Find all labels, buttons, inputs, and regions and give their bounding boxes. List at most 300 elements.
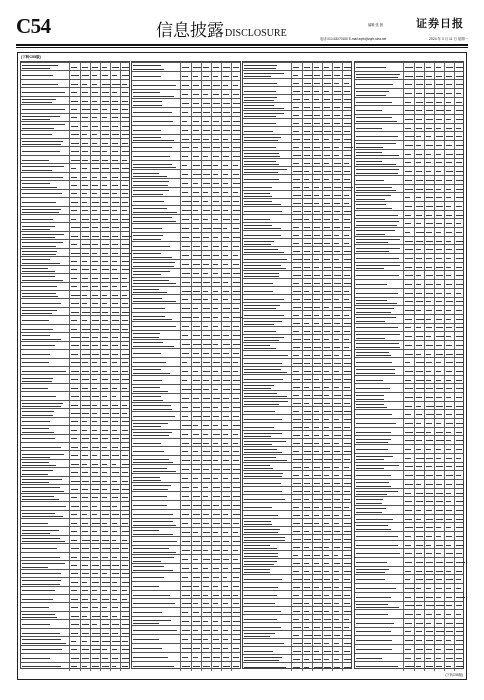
cell-text-mark: [82, 236, 89, 237]
cell-text-mark: [324, 339, 329, 340]
cell-text-mark: [122, 497, 128, 498]
cell-text-mark: [233, 514, 240, 515]
cell-text-mark: [102, 236, 109, 237]
cell-text-mark: [405, 93, 411, 94]
cell-text-mark: [71, 244, 76, 245]
cell-text-mark: [244, 340, 279, 341]
cell-text-mark: [426, 67, 431, 68]
cell-text-mark: [446, 432, 451, 433]
cell-text-mark: [446, 493, 451, 494]
cell-text-mark: [436, 275, 443, 276]
cell-text-mark: [356, 334, 400, 335]
cell-text-mark: [293, 459, 301, 460]
cell-text-mark: [213, 326, 217, 327]
cell-text-mark: [436, 223, 442, 224]
cell-text-mark: [182, 451, 187, 452]
cell-text-mark: [446, 197, 451, 198]
cell-text-mark: [416, 414, 421, 415]
cell-text-mark: [223, 550, 228, 551]
cell-text-mark: [71, 666, 77, 667]
cell-text-mark: [213, 568, 219, 569]
cell-text-mark: [416, 145, 421, 146]
cell-text-mark: [102, 624, 109, 625]
cell-text-mark: [82, 109, 89, 110]
cell-text-mark: [456, 275, 464, 276]
cell-text-mark: [356, 199, 385, 200]
cell-text-mark: [22, 276, 55, 277]
cell-text-mark: [344, 243, 349, 244]
cell-text-mark: [92, 337, 97, 338]
cell-text-mark: [244, 249, 278, 250]
cell-text-mark: [82, 312, 89, 313]
cell-text-mark: [193, 434, 198, 435]
cell-text-mark: [356, 597, 391, 598]
cell-text-mark: [334, 83, 339, 84]
cell-text-mark: [71, 371, 79, 372]
cell-text-mark: [203, 425, 209, 426]
cell-text-mark: [416, 119, 422, 120]
cell-text-mark: [22, 406, 61, 407]
cell-text-mark: [344, 475, 351, 476]
table-cell-name: [132, 662, 180, 671]
cell-text-mark: [304, 587, 310, 588]
cell-text-mark: [223, 174, 228, 175]
cell-text-mark: [133, 603, 175, 604]
cell-text-mark: [446, 162, 452, 163]
cell-text-mark: [112, 455, 119, 456]
cell-text-mark: [416, 371, 423, 372]
cell-text-mark: [223, 112, 229, 113]
cell-text-mark: [244, 252, 284, 253]
cell-text-mark: [426, 605, 433, 606]
cell-text-mark: [193, 523, 200, 524]
table-cell-value: [332, 663, 342, 671]
cell-text-mark: [133, 362, 166, 363]
cell-text-mark: [314, 635, 321, 636]
cell-text-mark: [456, 197, 464, 198]
cell-text-mark: [102, 599, 109, 600]
cell-text-mark: [436, 206, 443, 207]
cell-text-mark: [182, 478, 188, 479]
cell-text-mark: [293, 435, 300, 436]
cell-text-mark: [324, 171, 331, 172]
cell-text-mark: [293, 163, 299, 164]
cell-text-mark: [244, 116, 276, 117]
cell-text-mark: [133, 552, 176, 553]
cell-text-mark: [324, 419, 328, 420]
cell-text-mark: [133, 485, 171, 486]
cell-text-mark: [82, 472, 88, 473]
cell-text-mark: [334, 355, 338, 356]
table-cell-value: [414, 662, 424, 671]
cell-text-mark: [324, 251, 331, 252]
cell-text-mark: [22, 75, 53, 76]
cell-text-mark: [182, 460, 189, 461]
cell-text-mark: [182, 541, 189, 542]
cell-text-mark: [233, 496, 240, 497]
cell-text-mark: [426, 562, 433, 563]
cell-text-mark: [324, 219, 330, 220]
cell-text-mark: [314, 315, 318, 316]
cell-text-mark: [304, 355, 310, 356]
cell-text-mark: [182, 550, 190, 551]
cell-text-mark: [416, 354, 420, 355]
cell-text-mark: [82, 455, 88, 456]
cell-text-mark: [244, 404, 279, 405]
cell-text-mark: [102, 117, 106, 118]
cell-text-mark: [82, 481, 89, 482]
cell-text-mark: [356, 242, 388, 243]
cell-text-mark: [416, 327, 421, 328]
cell-text-mark: [92, 464, 98, 465]
cell-text-mark: [223, 326, 230, 327]
cell-text-mark: [102, 447, 107, 448]
cell-text-mark: [112, 269, 117, 270]
cell-text-mark: [223, 282, 228, 283]
cell-text-mark: [112, 531, 116, 532]
cell-text-mark: [344, 195, 349, 196]
cell-text-mark: [71, 438, 77, 439]
cell-text-mark: [223, 165, 228, 166]
cell-text-mark: [71, 447, 78, 448]
cell-text-mark: [193, 443, 200, 444]
cell-text-mark: [223, 389, 230, 390]
cell-text-mark: [405, 154, 411, 155]
cell-text-mark: [304, 451, 310, 452]
cell-text-mark: [244, 291, 273, 292]
cell-text-mark: [334, 195, 341, 196]
cell-text-mark: [334, 363, 341, 364]
cell-text-mark: [82, 624, 88, 625]
cell-text-mark: [324, 395, 328, 396]
cell-text-mark: [244, 204, 281, 205]
cell-text-mark: [244, 156, 280, 157]
cell-text-mark: [133, 112, 172, 113]
cell-text-mark: [344, 203, 349, 204]
cell-text-mark: [324, 651, 331, 652]
cell-text-mark: [223, 612, 230, 613]
cell-text-mark: [334, 307, 341, 308]
cell-text-mark: [102, 514, 109, 515]
cell-text-mark: [324, 227, 329, 228]
cell-text-mark: [456, 223, 461, 224]
cell-text-mark: [102, 151, 106, 152]
cell-text-mark: [92, 599, 97, 600]
cell-text-mark: [223, 630, 228, 631]
cell-text-mark: [133, 280, 169, 281]
cell-text-mark: [203, 255, 210, 256]
cell-text-mark: [112, 565, 119, 566]
cell-text-mark: [22, 183, 50, 184]
cell-text-mark: [344, 283, 352, 284]
cell-text-mark: [213, 487, 220, 488]
cell-text-mark: [293, 595, 298, 596]
cell-text-mark: [182, 514, 188, 515]
cell-text-mark: [182, 344, 190, 345]
cell-text-mark: [193, 237, 199, 238]
cell-text-mark: [22, 454, 64, 455]
cell-text-mark: [436, 380, 441, 381]
cell-text-mark: [22, 219, 53, 220]
cell-text-mark: [193, 228, 199, 229]
cell-text-mark: [405, 527, 412, 528]
cell-text-mark: [293, 635, 299, 636]
cell-text-mark: [82, 193, 87, 194]
cell-text-mark: [416, 605, 421, 606]
cell-text-mark: [416, 301, 423, 302]
cell-text-mark: [334, 651, 339, 652]
cell-text-mark: [456, 128, 461, 129]
cell-text-mark: [446, 310, 451, 311]
cell-text-mark: [233, 139, 241, 140]
cell-text-mark: [356, 508, 386, 509]
cell-text-mark: [182, 291, 190, 292]
cell-text-mark: [304, 283, 311, 284]
cell-text-mark: [82, 84, 87, 85]
cell-text-mark: [446, 380, 451, 381]
cell-text-mark: [356, 343, 399, 344]
cell-text-mark: [223, 478, 228, 479]
cell-text-mark: [223, 353, 229, 354]
cell-text-mark: [456, 284, 463, 285]
cell-text-mark: [133, 443, 161, 444]
cell-text-mark: [22, 590, 55, 591]
cell-text-mark: [426, 640, 433, 641]
cell-text-mark: [293, 75, 298, 76]
cell-text-mark: [446, 501, 451, 502]
cell-text-mark: [193, 425, 198, 426]
cell-text-mark: [133, 391, 168, 392]
cell-text-mark: [203, 317, 210, 318]
cell-text-mark: [324, 459, 331, 460]
cell-text-mark: [334, 235, 339, 236]
cell-text-mark: [102, 177, 106, 178]
cell-text-mark: [193, 407, 200, 408]
cell-text-mark: [22, 99, 56, 100]
cell-text-mark: [133, 105, 162, 106]
cell-text-mark: [436, 371, 441, 372]
cell-text-mark: [314, 387, 320, 388]
cell-text-mark: [244, 657, 282, 658]
cell-text-mark: [456, 553, 462, 554]
cell-text-mark: [344, 115, 351, 116]
cell-text-mark: [314, 595, 320, 596]
cell-text-mark: [356, 128, 382, 129]
cell-text-mark: [293, 467, 301, 468]
cell-text-mark: [456, 102, 462, 103]
cell-text-mark: [426, 180, 433, 181]
cell-text-mark: [122, 253, 131, 254]
section-title-en: DISCLOSURE: [225, 28, 287, 39]
cell-text-mark: [244, 315, 284, 316]
cell-text-mark: [293, 123, 299, 124]
cell-text-mark: [356, 161, 382, 162]
cell-text-mark: [244, 388, 271, 389]
cell-text-mark: [82, 269, 88, 270]
cell-text-mark: [324, 379, 331, 380]
cell-text-mark: [334, 347, 340, 348]
cell-text-mark: [314, 179, 320, 180]
cell-text-mark: [304, 339, 310, 340]
cell-text-mark: [244, 561, 277, 562]
cell-text-mark: [244, 548, 277, 549]
cell-text-mark: [213, 648, 220, 649]
cell-text-mark: [233, 586, 239, 587]
cell-text-mark: [22, 614, 55, 615]
cell-text-mark: [456, 658, 462, 659]
cell-text-mark: [456, 267, 462, 268]
cell-text-mark: [22, 633, 60, 634]
cell-text-mark: [244, 68, 276, 69]
cell-text-mark: [344, 299, 349, 300]
table-cell-value: [110, 663, 120, 671]
cell-text-mark: [293, 291, 301, 292]
table-column-2: [131, 61, 241, 669]
cell-text-mark: [112, 607, 118, 608]
cell-text-mark: [102, 253, 108, 254]
editor-line: 编辑 张 晨: [368, 23, 384, 27]
cell-text-mark: [22, 65, 58, 66]
cell-text-mark: [314, 603, 321, 604]
cell-text-mark: [324, 523, 329, 524]
cell-text-mark: [356, 423, 396, 424]
cell-text-mark: [71, 345, 79, 346]
cell-text-mark: [122, 573, 130, 574]
cell-text-mark: [22, 119, 50, 120]
cell-text-mark: [223, 559, 229, 560]
cell-text-mark: [244, 345, 270, 346]
cell-text-mark: [334, 219, 339, 220]
cell-text-mark: [405, 310, 413, 311]
cell-text-mark: [436, 553, 441, 554]
cell-text-mark: [82, 464, 87, 465]
cell-text-mark: [102, 219, 108, 220]
cell-text-mark: [82, 75, 88, 76]
cell-text-mark: [203, 130, 209, 131]
cell-text-mark: [182, 264, 188, 265]
cell-text-mark: [456, 623, 464, 624]
cell-text-mark: [133, 623, 159, 624]
cell-text-mark: [71, 658, 79, 659]
cell-text-mark: [293, 235, 299, 236]
cell-text-mark: [133, 521, 173, 522]
cell-text-mark: [324, 91, 329, 92]
cell-text-mark: [356, 180, 384, 181]
cell-text-mark: [456, 76, 464, 77]
cell-text-mark: [344, 259, 351, 260]
cell-text-mark: [344, 347, 349, 348]
cell-text-mark: [436, 93, 443, 94]
cell-text-mark: [314, 587, 319, 588]
cell-text-mark: [314, 651, 319, 652]
cell-text-mark: [436, 510, 443, 511]
cell-text-mark: [334, 203, 340, 204]
cell-text-mark: [356, 173, 398, 174]
cell-text-mark: [304, 491, 309, 492]
cell-text-mark: [71, 506, 78, 507]
cell-text-mark: [456, 588, 461, 589]
cell-text-mark: [426, 597, 432, 598]
cell-text-mark: [426, 345, 433, 346]
cell-text-mark: [334, 251, 340, 252]
cell-text-mark: [334, 483, 340, 484]
table-row: [243, 662, 351, 671]
cell-text-mark: [193, 147, 198, 148]
cell-text-mark: [233, 192, 238, 193]
cell-text-mark: [426, 631, 433, 632]
cell-text-mark: [324, 579, 329, 580]
cell-text-mark: [344, 251, 352, 252]
cell-text-mark: [213, 666, 218, 667]
cell-text-mark: [304, 235, 311, 236]
cell-text-mark: [71, 312, 78, 313]
cell-text-mark: [334, 507, 341, 508]
cell-text-mark: [22, 242, 63, 243]
cell-text-mark: [112, 151, 117, 152]
cell-text-mark: [446, 562, 452, 563]
page-number: C54: [16, 14, 51, 38]
cell-text-mark: [92, 455, 97, 456]
cell-text-mark: [293, 299, 299, 300]
cell-text-mark: [426, 493, 433, 494]
cell-text-mark: [92, 117, 97, 118]
cell-text-mark: [82, 354, 89, 355]
cell-text-mark: [344, 499, 350, 500]
cell-text-mark: [22, 381, 52, 382]
cell-text-mark: [356, 407, 387, 408]
cell-text-mark: [416, 336, 423, 337]
cell-text-mark: [436, 128, 441, 129]
cell-text-mark: [122, 143, 128, 144]
cell-text-mark: [213, 264, 218, 265]
cell-text-mark: [102, 388, 108, 389]
cell-text-mark: [22, 421, 50, 422]
cell-text-mark: [304, 291, 308, 292]
cell-text-mark: [223, 577, 227, 578]
cell-text-mark: [436, 423, 441, 424]
cell-text-mark: [102, 109, 107, 110]
cell-text-mark: [203, 228, 210, 229]
cell-text-mark: [223, 299, 228, 300]
cell-text-mark: [356, 459, 384, 460]
cell-text-mark: [133, 480, 161, 481]
cell-text-mark: [102, 126, 109, 127]
cell-text-mark: [112, 624, 119, 625]
cell-text-mark: [293, 387, 299, 388]
cell-text-mark: [22, 607, 49, 608]
cell-text-mark: [182, 434, 187, 435]
cell-text-mark: [314, 355, 320, 356]
cell-text-mark: [446, 605, 452, 606]
cell-text-mark: [356, 268, 384, 269]
cell-text-mark: [356, 614, 388, 615]
cell-text-mark: [82, 134, 87, 135]
cell-text-mark: [356, 553, 400, 554]
cell-text-mark: [203, 523, 208, 524]
cell-text-mark: [356, 117, 392, 118]
cell-text-mark: [426, 571, 433, 572]
cell-text-mark: [344, 555, 352, 556]
cell-text-mark: [213, 76, 218, 77]
cell-text-mark: [356, 588, 396, 589]
cell-text-mark: [213, 192, 219, 193]
cell-text-mark: [416, 215, 422, 216]
cell-text-mark: [324, 115, 330, 116]
cell-text-mark: [122, 472, 128, 473]
cell-text-mark: [92, 168, 99, 169]
cell-text-mark: [405, 110, 413, 111]
cell-text-mark: [293, 115, 299, 116]
